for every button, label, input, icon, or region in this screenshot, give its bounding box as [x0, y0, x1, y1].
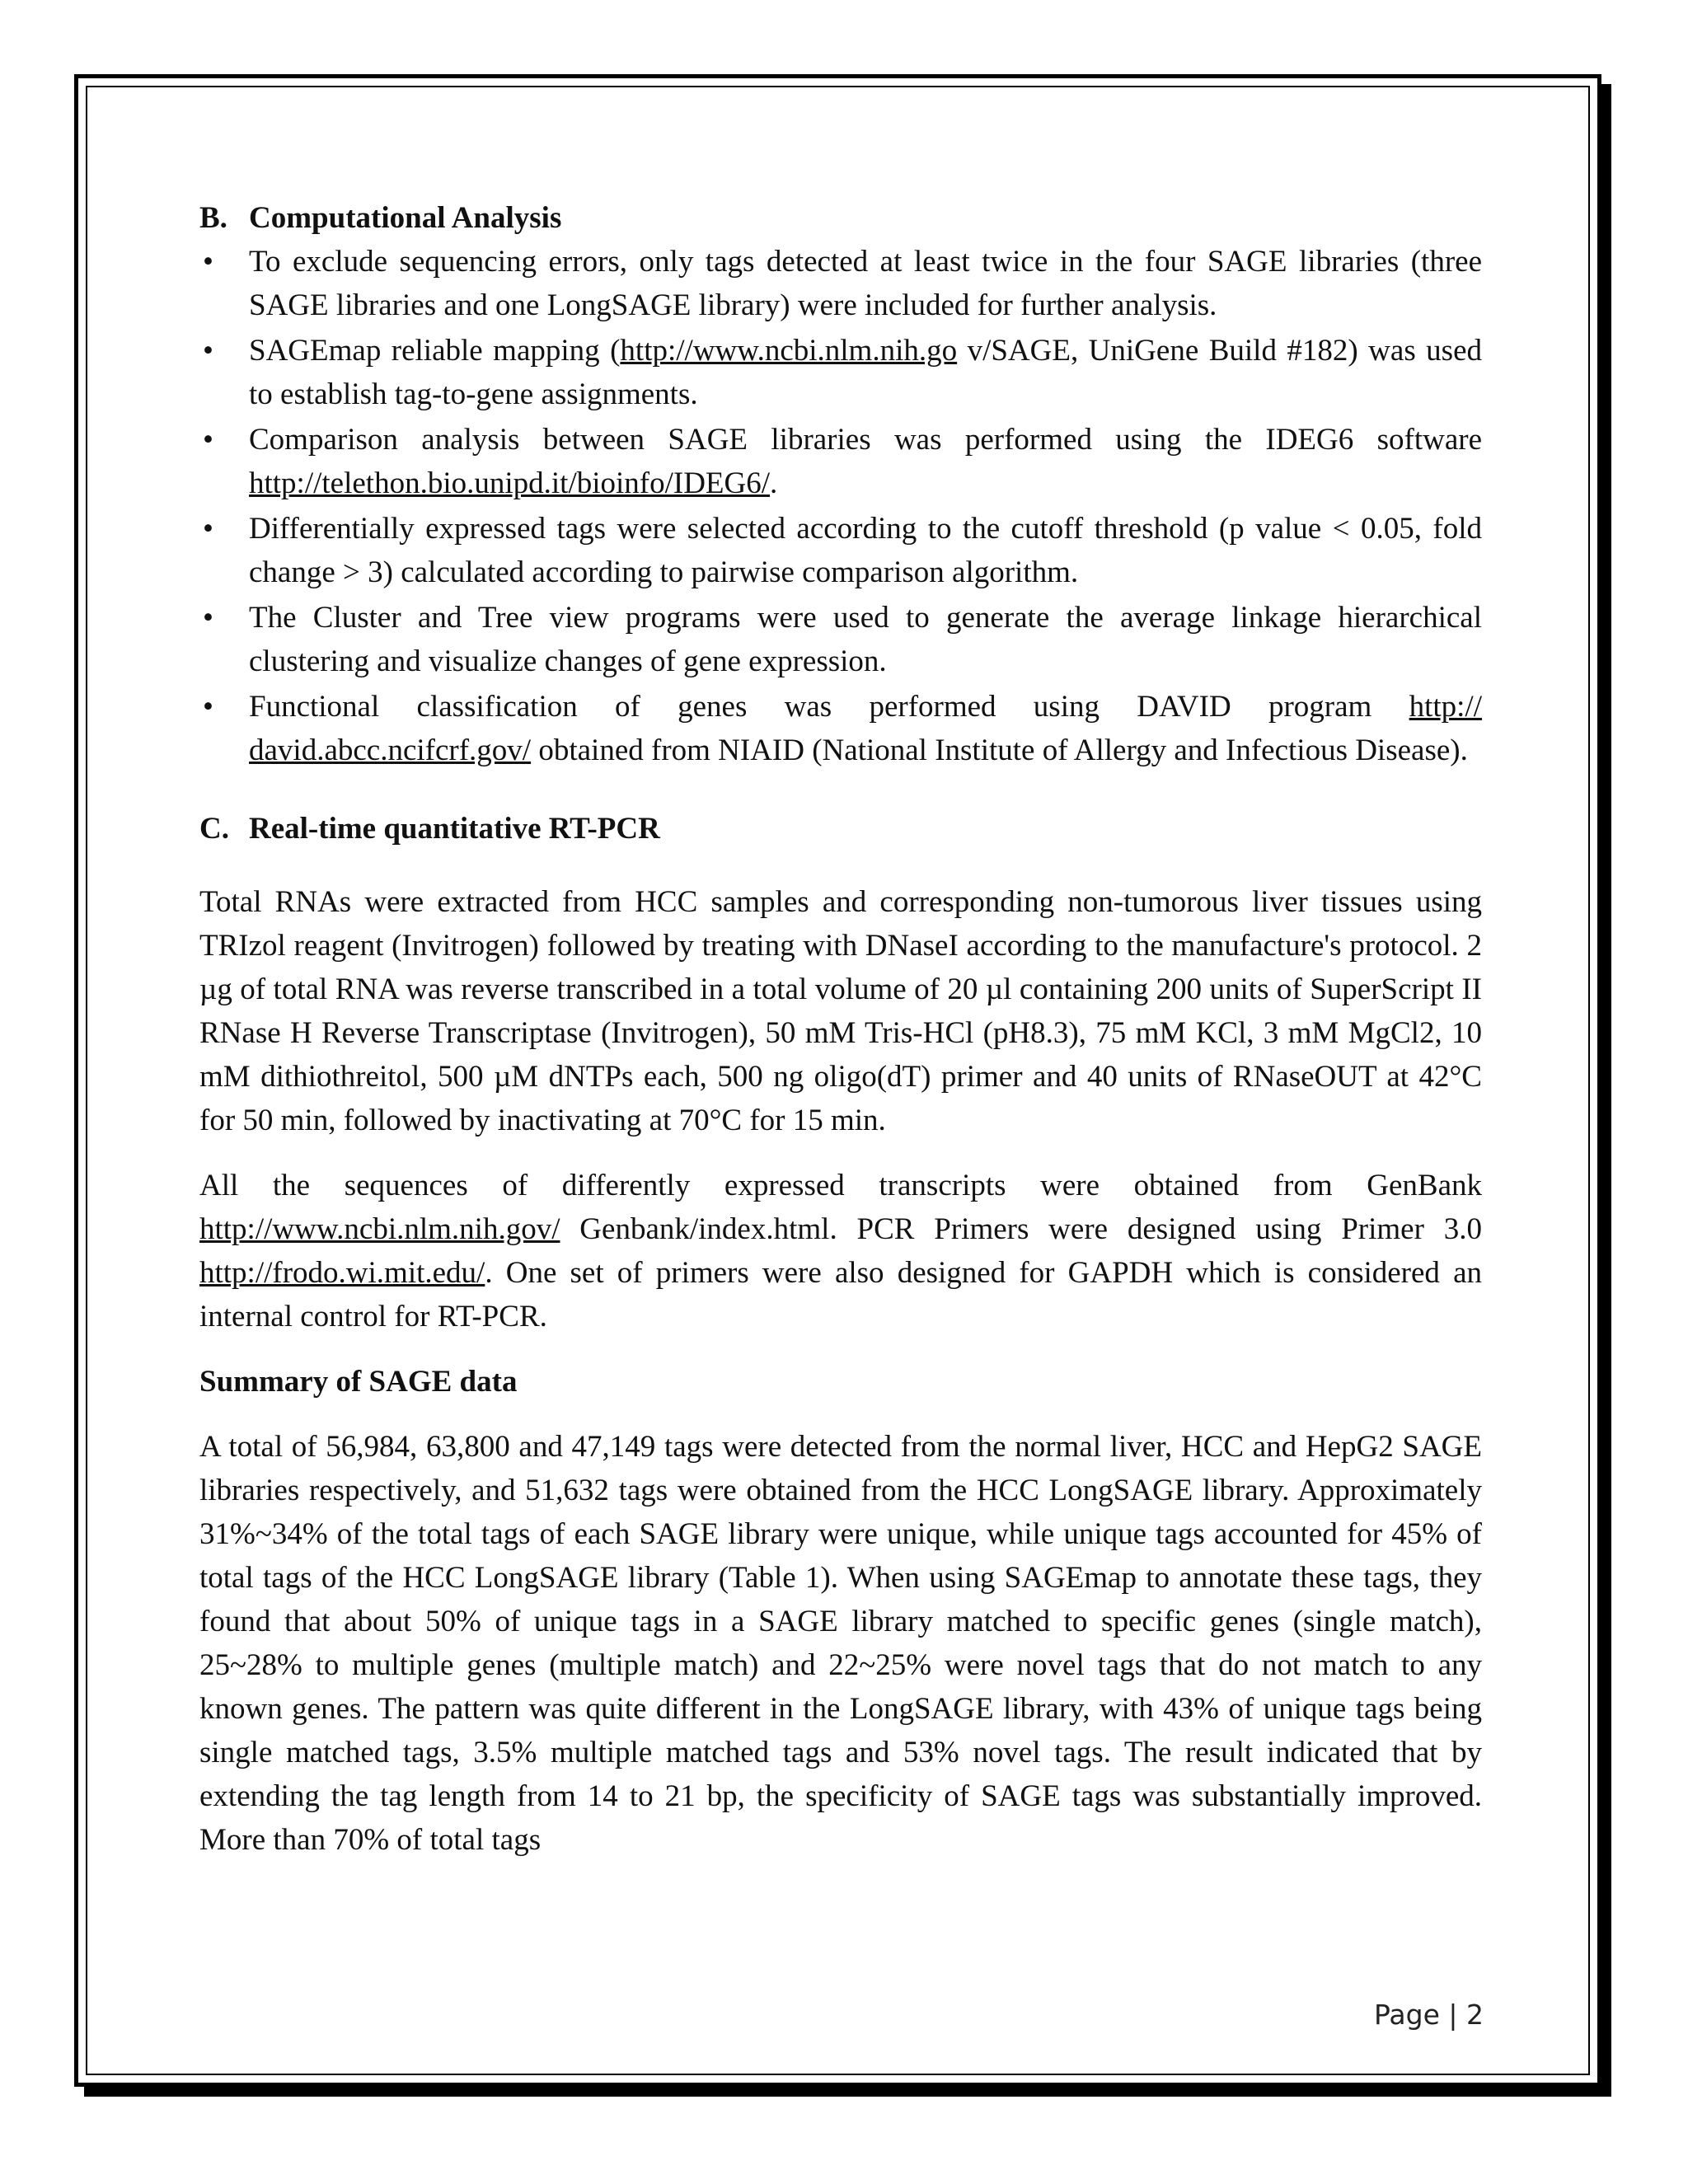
bullet-text-post: .	[770, 466, 778, 500]
ideg6-link[interactable]: http://telethon.bio.unipd.it/bioinfo/IDEG6/	[249, 466, 771, 500]
bullet-item	[199, 507, 1482, 594]
page-number: Page | 2	[1374, 1999, 1484, 2031]
paragraph-text: . One set of primers were also designed for GAPDH which is considered an internal control for RT-PCR.	[199, 1256, 1482, 1333]
sagemap-link[interactable]: http://www.ncbi.nlm.nih.go	[620, 334, 958, 368]
bullet-item	[199, 685, 1482, 772]
bullet-text: The Cluster and Tree view programs were used to generate the average linkage hierarchical clustering and visualize changes of gene expression.	[249, 601, 1482, 678]
bullet-text-pre: SAGEmap reliable mapping (	[249, 334, 621, 368]
paragraph-text: All the sequences of differently expressed transcripts were obtained from GenBank	[199, 1169, 1482, 1202]
section-b-title: Computational Analysis	[249, 201, 562, 235]
section-b-bullet-list	[199, 240, 1482, 772]
bullet-dot-icon: •	[203, 512, 213, 546]
section-c-title: Real-time quantitative RT-PCR	[249, 812, 660, 846]
summary-paragraph: A total of 56,984, 63,800 and 47,149 tags were detected from the normal liver, HCC and HepG2 SAGE libraries respectively, and 51,632 tags were obtained from the HCC LongSAGE library. Approximately 31%~34% of the total tags of each SAGE library were unique, while unique tags accounted for 45% of total tags of the HCC LongSAGE library (Table 1). When using SAGEmap to annotate these tags, they found that about 50% of unique tags in a SAGE library matched to specific genes (single match), 25~28% to multiple genes (multiple match) and 22~25% were novel tags that do not match to any known genes. The pattern was quite different in the LongSAGE library, with 43% of unique tags being single matched tags, 3.5% multiple matched tags and 53% novel tags. The result indicated that by extending the tag length from 14 to 21 bp, the specificity of SAGE tags was substantially improved. More than 70% of total tags	[199, 1430, 1482, 1857]
bullet-dot-icon: •	[203, 423, 213, 457]
bullet-text: Differentially expressed tags were selected according to the cutoff threshold (p value < 0.05, fold change > 3) calculated according to pairwise comparison algorithm.	[249, 512, 1482, 589]
rtpcr-paragraph-2	[199, 1164, 1482, 1338]
bullet-item	[199, 329, 1482, 416]
section-b-heading	[199, 196, 1482, 240]
bullet-item	[199, 240, 1482, 327]
bullet-dot-icon: •	[203, 334, 213, 368]
section-b-letter: B.	[199, 201, 227, 235]
bullet-dot-icon: •	[203, 245, 213, 279]
bullet-text-pre: Comparison analysis between SAGE libraries was performed using the IDEG6 software	[249, 423, 1482, 457]
bullet-dot-icon: •	[203, 690, 213, 724]
section-c-heading	[199, 807, 1482, 851]
bullet-text: To exclude sequencing errors, only tags detected at least twice in the four SAGE libraries (three SAGE libraries and one LongSAGE library) were included for further analysis.	[249, 245, 1482, 322]
bullet-item	[199, 418, 1482, 505]
bullet-text-pre: Functional classification of genes was performed using DAVID program	[249, 690, 1409, 724]
bullet-item	[199, 596, 1482, 683]
primer3-link[interactable]: http://frodo.wi.mit.edu/	[199, 1256, 485, 1290]
summary-heading: Summary of SAGE data	[199, 1365, 518, 1399]
david-link[interactable]: http:// david.abcc.ncifcrf.gov/	[249, 690, 1482, 767]
bullet-dot-icon: •	[203, 601, 213, 635]
paragraph-text: Genbank/index.html. PCR Primers were designed using Primer 3.0	[560, 1212, 1482, 1246]
rtpcr-paragraph-1: Total RNAs were extracted from HCC samples and corresponding non-tumorous liver tissues using TRIzol reagent (Invitrogen) followed by treating with DNaseI according to the manufacture's protocol. 2 µg of total RNA was reverse transcribed in a total volume of 20 µl containing 200 units of SuperScript II RNase H Reverse Transcriptase (Invitrogen), 50 mM Tris-HCl (pH8.3), 75 mM KCl, 3 mM MgCl2, 10 mM dithiothreitol, 500 µM dNTPs each, 500 ng oligo(dT) primer and 40 units of RNaseOUT at 42°C for 50 min, followed by inactivating at 70°C for 15 min.	[199, 885, 1482, 1137]
section-c-letter: C.	[199, 812, 229, 846]
genbank-link[interactable]: http://www.ncbi.nlm.nih.gov/	[199, 1212, 560, 1246]
bullet-text-post: v/SAGE, UniGene Build #182) was used to establish tag-to-gene assignments.	[249, 334, 1482, 411]
bullet-text-post: obtained from NIAID (National Institute of Allergy and Infectious Disease).	[531, 733, 1468, 767]
page-content	[199, 196, 1482, 1862]
